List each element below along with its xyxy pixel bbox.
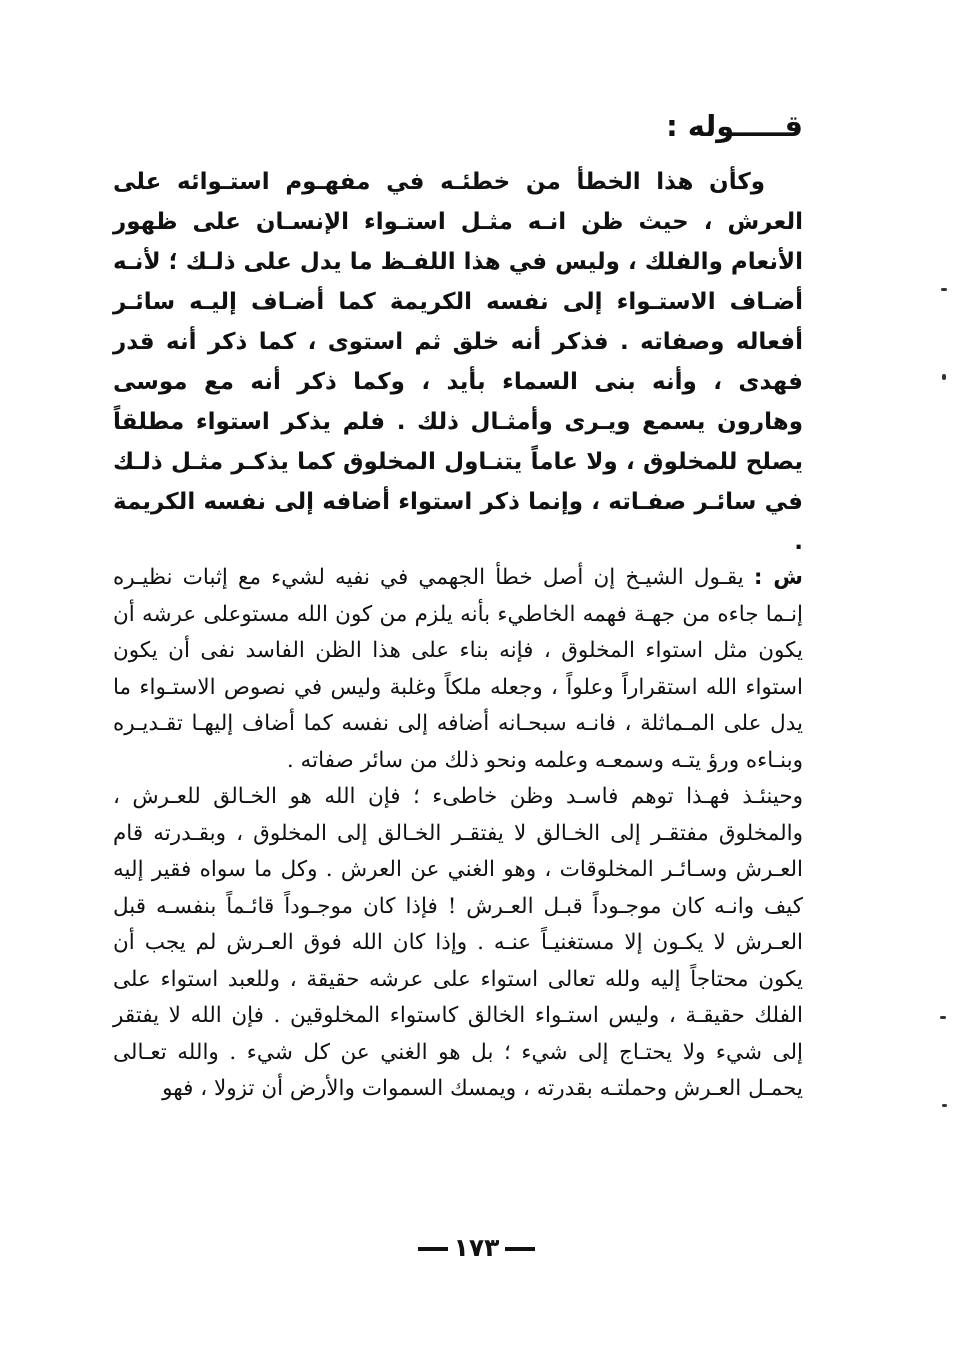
quoted-passage	[113, 162, 803, 562]
quote-paragraph: وكأن هذا الخطأ من خطئـه في مفهـوم استـوائه على العرش ، حيث ظن انـه مثـل استـواء الإنسـان على ظهور الأنعام والفلك ، وليس في هذا اللفـظ ما يدل على ذلـك ؛ لأنـه أضـاف الاستـواء إلى نفسه الكريمة كما أضـاف إليـه سائـر أفعاله وصفاته . فذكر أنه خلق ثم استوى ، كما ذكر أنه قدر فهدى ، وأنه بنى السماء بأيد ، وكما ذكر أنه مع موسى وهارون يسمع ويـرى وأمثـال ذلك . فلم يذكر استواء مطلقاً يصلح للمخلوق ، ولا عاماً يتنـاول المخلوق كما يذكـر مثـل ذلـك في سائـر صفـاته ، وإنما ذكر استواء أضافه إلى نفسه الكريمة .	[113, 169, 803, 555]
page-number-text: ١٧٣	[453, 1233, 500, 1262]
quote-heading: قـــــوله :	[666, 109, 803, 143]
scan-speck-mark	[942, 374, 946, 380]
scan-speck-mark	[942, 1104, 947, 1107]
commentary-paragraph-2: وحينئـذ فهـذا توهم فاسـد وظن خاطىء ؛ فإن الله هو الخـالق للعـرش ، والمخلوق مفتقـر إلى الخـالق لا يفتقـر الخـالق إلى المخلوق ، وبقـدرته قام العـرش وسـائـر المخلوقات ، وهو الغني عن العرش . وكل ما سواه فقير إليه كيف وانـه كان موجـوداً قبـل العـرش ! فإذا كان موجـوداً قائـماً بنفسـه قبل العـرش لا يكـون إلا مستغنيـاً عنـه . وإذا كان الله فوق العـرش لم يجب أن يكون محتاجاً إليه ولله تعالى استواء على عرشه حقيقة ، وللعبد استواء على الفلك حقيقـة ، وليس استـواء الخالق كاستواء المخلوقين . فإن الله لا يفتقر إلى شيء ولا يحتـاج إلى شيء ؛ بل هو الغني عن كل شيء . والله تعـالى يحمـل العـرش وحملتـه بقدرته ، ويمسك السموات والأرض أن تزولا ، فهو	[113, 784, 803, 1101]
page-number	[0, 1232, 953, 1264]
scan-speck-mark	[941, 288, 947, 291]
commentary-lead-marker: ش :	[753, 565, 803, 590]
scan-speck-mark	[940, 1016, 946, 1019]
commentary-section	[113, 560, 803, 1108]
commentary-paragraph-1-text: يقـول الشيـخ إن أصل خطأ الجهمي في نفيه لشيء مع إثبات نظيـره إنـما جاءه من جهـة فهمه الخاطيء بأنه يلزم من كون الله مستوعلى عرشه أن يكون مثل استواء المخلوق ، فإنه بناء على هذا الظن الفاسد نفى أن يكون استواء الله استقراراً وعلواً ، وجعله ملكاً وغلبة وليس في نصوص الاستـواء ما يدل على المـماثلة ، فانـه سبحـانه أضافه إلى نفسه كما أضاف إليهـا تقـديـره وبنـاءه ورؤ يتـه وسمعـه وعلمه ونحو ذلك من سائر صفاته .	[113, 565, 803, 773]
commentary-paragraph-1	[113, 560, 803, 779]
page-number-dash-left	[418, 1247, 448, 1251]
page-number-dash-right	[505, 1247, 535, 1251]
